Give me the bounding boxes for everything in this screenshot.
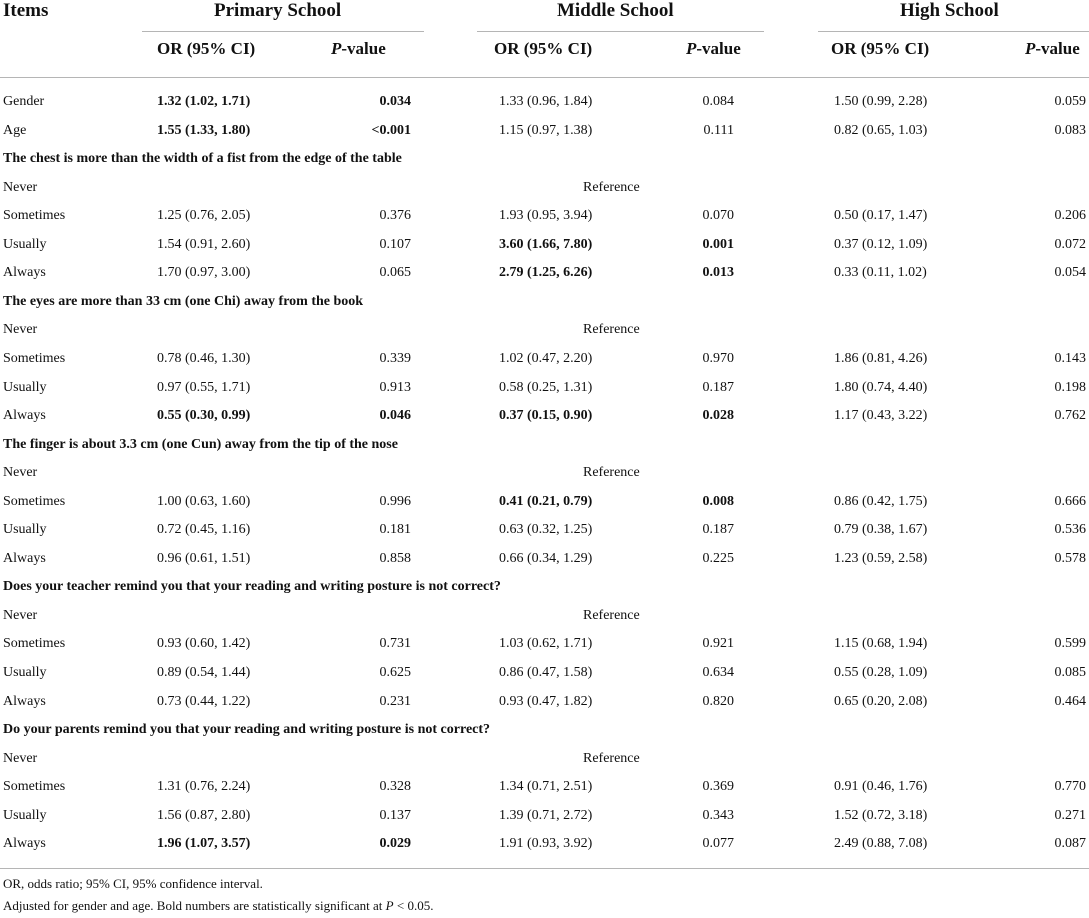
cell-or-high: 1.17 (0.43, 3.22): [834, 408, 928, 424]
cell-or-high: 0.33 (0.11, 1.02): [834, 265, 927, 281]
cell-or-high: 0.55 (0.28, 1.09): [834, 665, 928, 680]
cell-p-high: 0.198: [1054, 379, 1086, 395]
cell-or-middle: 1.34 (0.71, 2.51): [499, 779, 593, 795]
cell-p-primary: 0.858: [379, 550, 411, 566]
row-label: Never: [3, 322, 38, 338]
table-row: [0, 88, 1089, 116]
reference-row: [0, 602, 1089, 630]
row-label: Sometimes: [3, 208, 66, 224]
cell-p-primary: 0.137: [379, 807, 411, 823]
row-label: Never: [3, 179, 38, 195]
row-label: Sometimes: [3, 779, 66, 795]
cell-or-middle: 0.37 (0.15, 0.90): [499, 408, 593, 424]
header-p-primary: P-value: [331, 39, 386, 58]
cell-p-primary: 0.231: [379, 693, 411, 709]
cell-or-primary: 1.00 (0.63, 1.60): [157, 493, 251, 509]
cell-or-middle: 3.60 (1.66, 7.80): [499, 236, 593, 252]
table-row: [0, 345, 1089, 373]
table-row: [0, 830, 1089, 858]
cell-p-high: 0.271: [1054, 807, 1086, 823]
reference-label: Reference: [583, 322, 640, 338]
table-row: [0, 545, 1089, 573]
cell-or-primary: 1.32 (1.02, 1.71): [157, 94, 251, 109]
section-heading: The chest is more than the width of a fist from the edge of the table: [3, 151, 402, 167]
cell-p-middle: 0.070: [702, 208, 734, 224]
section-heading-row: [0, 431, 1089, 459]
cell-p-primary: 0.376: [379, 208, 411, 224]
row-label: Never: [3, 750, 38, 766]
cell-or-high: 0.50 (0.17, 1.47): [834, 208, 928, 224]
cell-p-middle: 0.187: [702, 379, 734, 395]
reference-label: Reference: [583, 607, 640, 623]
cell-p-high: 0.464: [1054, 693, 1086, 709]
table-row: [0, 117, 1089, 145]
cell-or-primary: 0.78 (0.46, 1.30): [157, 350, 251, 366]
table-row: [0, 374, 1089, 402]
cell-or-middle: 0.41 (0.21, 0.79): [499, 493, 593, 509]
table-row: [0, 259, 1089, 287]
table-bottom-rule: [0, 868, 1089, 869]
section-heading: Does your teacher remind you that your reading and writing posture is not correct?: [3, 579, 501, 595]
cell-or-primary: 1.55 (1.33, 1.80): [157, 122, 251, 138]
reference-label: Reference: [583, 179, 640, 195]
cell-or-primary: 0.93 (0.60, 1.42): [157, 636, 251, 652]
cell-or-high: 1.23 (0.59, 2.58): [834, 550, 928, 566]
row-label: Always: [3, 693, 46, 709]
table-row: [0, 402, 1089, 430]
cell-p-primary: 0.034: [379, 94, 411, 109]
cell-or-high: 2.49 (0.88, 7.08): [834, 836, 928, 852]
cell-p-middle: 0.008: [702, 493, 734, 509]
row-label: Gender: [3, 94, 45, 109]
row-label: Sometimes: [3, 636, 66, 652]
cell-or-middle: 0.93 (0.47, 1.82): [499, 693, 593, 709]
cell-or-high: 1.86 (0.81, 4.26): [834, 350, 928, 366]
cell-or-high: 0.86 (0.42, 1.75): [834, 493, 928, 509]
high-group-underline: [818, 31, 1089, 32]
table-row: [0, 802, 1089, 830]
cell-p-high: 0.087: [1054, 836, 1086, 852]
cell-p-middle: 0.084: [702, 94, 734, 109]
row-label: Always: [3, 265, 46, 281]
primary-group-underline: [142, 31, 424, 32]
cell-or-middle: 1.91 (0.93, 3.92): [499, 836, 593, 852]
table-row: [0, 488, 1089, 516]
table-row: [0, 516, 1089, 544]
cell-p-middle: 0.187: [702, 522, 734, 538]
cell-or-high: 0.65 (0.20, 2.08): [834, 693, 928, 709]
cell-p-primary: 0.065: [379, 265, 411, 281]
cell-or-high: 0.79 (0.38, 1.67): [834, 522, 928, 538]
cell-p-primary: 0.107: [379, 236, 411, 252]
cell-p-high: 0.206: [1054, 208, 1086, 224]
cell-p-high: 0.770: [1054, 779, 1086, 795]
cell-or-middle: 0.58 (0.25, 1.31): [499, 379, 593, 395]
cell-or-middle: 1.39 (0.71, 2.72): [499, 807, 593, 823]
cell-or-primary: 1.70 (0.97, 3.00): [157, 265, 251, 281]
header-middle-school: Middle School: [557, 0, 674, 21]
reference-row: [0, 745, 1089, 773]
header-or-middle: OR (95% CI): [494, 39, 593, 58]
cell-or-high: 1.50 (0.99, 2.28): [834, 94, 928, 109]
header-or-high: OR (95% CI): [831, 39, 930, 58]
cell-p-middle: 0.634: [702, 665, 734, 680]
cell-p-middle: 0.013: [702, 265, 734, 281]
cell-or-high: 1.52 (0.72, 3.18): [834, 807, 928, 823]
cell-p-primary: 0.029: [379, 836, 411, 852]
cell-or-middle: 0.66 (0.34, 1.29): [499, 550, 593, 566]
cell-p-high: 0.085: [1054, 665, 1086, 680]
cell-p-primary: 0.913: [379, 379, 411, 395]
table-row: [0, 231, 1089, 259]
cell-or-middle: 1.93 (0.95, 3.94): [499, 208, 593, 224]
row-label: Usually: [3, 665, 47, 680]
section-heading: The finger is about 3.3 cm (one Cun) away from the tip of the nose: [3, 436, 398, 452]
cell-or-high: 0.91 (0.46, 1.76): [834, 779, 928, 795]
row-label: Usually: [3, 807, 47, 823]
footnote-adjustment: Adjusted for gender and age. Bold numbers are statistically significant at P < 0.05.: [3, 898, 434, 913]
row-label: Always: [3, 408, 46, 424]
cell-p-middle: 0.111: [703, 122, 734, 138]
row-label: Usually: [3, 522, 47, 538]
middle-group-underline: [477, 31, 764, 32]
cell-p-primary: 0.181: [379, 522, 411, 538]
reference-row: [0, 459, 1089, 487]
section-heading: The eyes are more than 33 cm (one Chi) away from the book: [3, 293, 364, 309]
section-heading-row: [0, 716, 1089, 744]
cell-p-middle: 0.369: [702, 779, 734, 795]
row-label: Always: [3, 836, 46, 852]
cell-or-high: 1.15 (0.68, 1.94): [834, 636, 928, 652]
cell-p-high: 0.054: [1054, 265, 1086, 281]
row-label: Never: [3, 465, 38, 481]
header-high-school: High School: [900, 0, 999, 21]
cell-or-middle: 2.79 (1.25, 6.26): [499, 265, 593, 281]
cell-p-high: 0.599: [1054, 636, 1086, 652]
reference-label: Reference: [583, 465, 640, 481]
table-row: [0, 773, 1089, 801]
row-label: Never: [3, 607, 38, 623]
cell-or-middle: 1.03 (0.62, 1.71): [499, 636, 593, 652]
row-label: Always: [3, 550, 46, 566]
cell-or-primary: 0.72 (0.45, 1.16): [157, 522, 251, 538]
cell-or-primary: 1.56 (0.87, 2.80): [157, 807, 251, 823]
cell-p-high: 0.143: [1054, 350, 1086, 366]
header-or-primary: OR (95% CI): [157, 39, 256, 58]
reference-label: Reference: [583, 750, 640, 766]
row-label: Age: [3, 122, 27, 138]
header-primary-school: Primary School: [214, 0, 342, 21]
row-label: Sometimes: [3, 350, 66, 366]
cell-or-middle: 0.63 (0.32, 1.25): [499, 522, 593, 538]
table-row: [0, 630, 1089, 658]
cell-or-primary: 0.73 (0.44, 1.22): [157, 693, 251, 709]
cell-or-primary: 0.96 (0.61, 1.51): [157, 550, 251, 566]
cell-p-middle: 0.028: [702, 408, 734, 424]
cell-or-primary: 1.25 (0.76, 2.05): [157, 208, 251, 224]
cell-or-middle: 1.02 (0.47, 2.20): [499, 350, 593, 366]
cell-p-high: 0.536: [1054, 522, 1086, 538]
cell-p-middle: 0.225: [702, 550, 734, 566]
row-label: Sometimes: [3, 493, 66, 509]
table-row: [0, 659, 1089, 687]
cell-p-middle: 0.820: [702, 693, 734, 709]
reference-row: [0, 174, 1089, 202]
reference-row: [0, 316, 1089, 344]
row-label: Usually: [3, 236, 47, 252]
cell-p-middle: 0.001: [702, 236, 734, 252]
cell-or-high: 0.82 (0.65, 1.03): [834, 122, 928, 138]
header-p-high: P-value: [1025, 39, 1080, 58]
cell-or-high: 0.37 (0.12, 1.09): [834, 236, 928, 252]
cell-p-high: 0.578: [1054, 550, 1086, 566]
section-heading-row: [0, 288, 1089, 316]
cell-or-primary: 0.55 (0.30, 0.99): [157, 408, 251, 424]
cell-p-middle: 0.921: [702, 636, 734, 652]
header-bottom-rule: [0, 77, 1089, 78]
cell-p-high: 0.083: [1054, 122, 1086, 138]
section-heading-row: [0, 573, 1089, 601]
cell-or-primary: 0.97 (0.55, 1.71): [157, 379, 251, 395]
cell-p-high: 0.666: [1054, 493, 1086, 509]
cell-p-middle: 0.970: [702, 350, 734, 366]
section-heading-row: [0, 145, 1089, 173]
cell-or-primary: 1.54 (0.91, 2.60): [157, 236, 251, 252]
cell-p-primary: <0.001: [371, 122, 411, 138]
cell-or-middle: 0.86 (0.47, 1.58): [499, 665, 593, 680]
cell-p-primary: 0.328: [379, 779, 411, 795]
cell-or-middle: 1.33 (0.96, 1.84): [499, 94, 593, 109]
row-label: Usually: [3, 379, 47, 395]
cell-p-high: 0.072: [1054, 236, 1086, 252]
cell-p-primary: 0.625: [379, 665, 411, 680]
cell-p-high: 0.762: [1054, 408, 1086, 424]
table-row: [0, 202, 1089, 230]
cell-p-primary: 0.339: [379, 350, 411, 366]
cell-or-primary: 0.89 (0.54, 1.44): [157, 665, 251, 680]
cell-p-middle: 0.343: [702, 807, 734, 823]
cell-or-middle: 1.15 (0.97, 1.38): [499, 122, 593, 138]
cell-p-high: 0.059: [1054, 94, 1086, 109]
cell-or-primary: 1.31 (0.76, 2.24): [157, 779, 251, 795]
header-p-middle: P-value: [686, 39, 741, 58]
cell-or-high: 1.80 (0.74, 4.40): [834, 379, 928, 395]
section-heading: Do your parents remind you that your reading and writing posture is not correct?: [3, 722, 491, 738]
footnote-abbreviations: OR, odds ratio; 95% CI, 95% confidence interval.: [3, 876, 263, 891]
header-items: Items: [3, 0, 49, 21]
cell-or-primary: 1.96 (1.07, 3.57): [157, 836, 251, 852]
cell-p-primary: 0.996: [379, 493, 411, 509]
table-row: [0, 688, 1089, 716]
cell-p-primary: 0.731: [379, 636, 411, 652]
cell-p-primary: 0.046: [379, 408, 411, 424]
cell-p-middle: 0.077: [702, 836, 734, 852]
